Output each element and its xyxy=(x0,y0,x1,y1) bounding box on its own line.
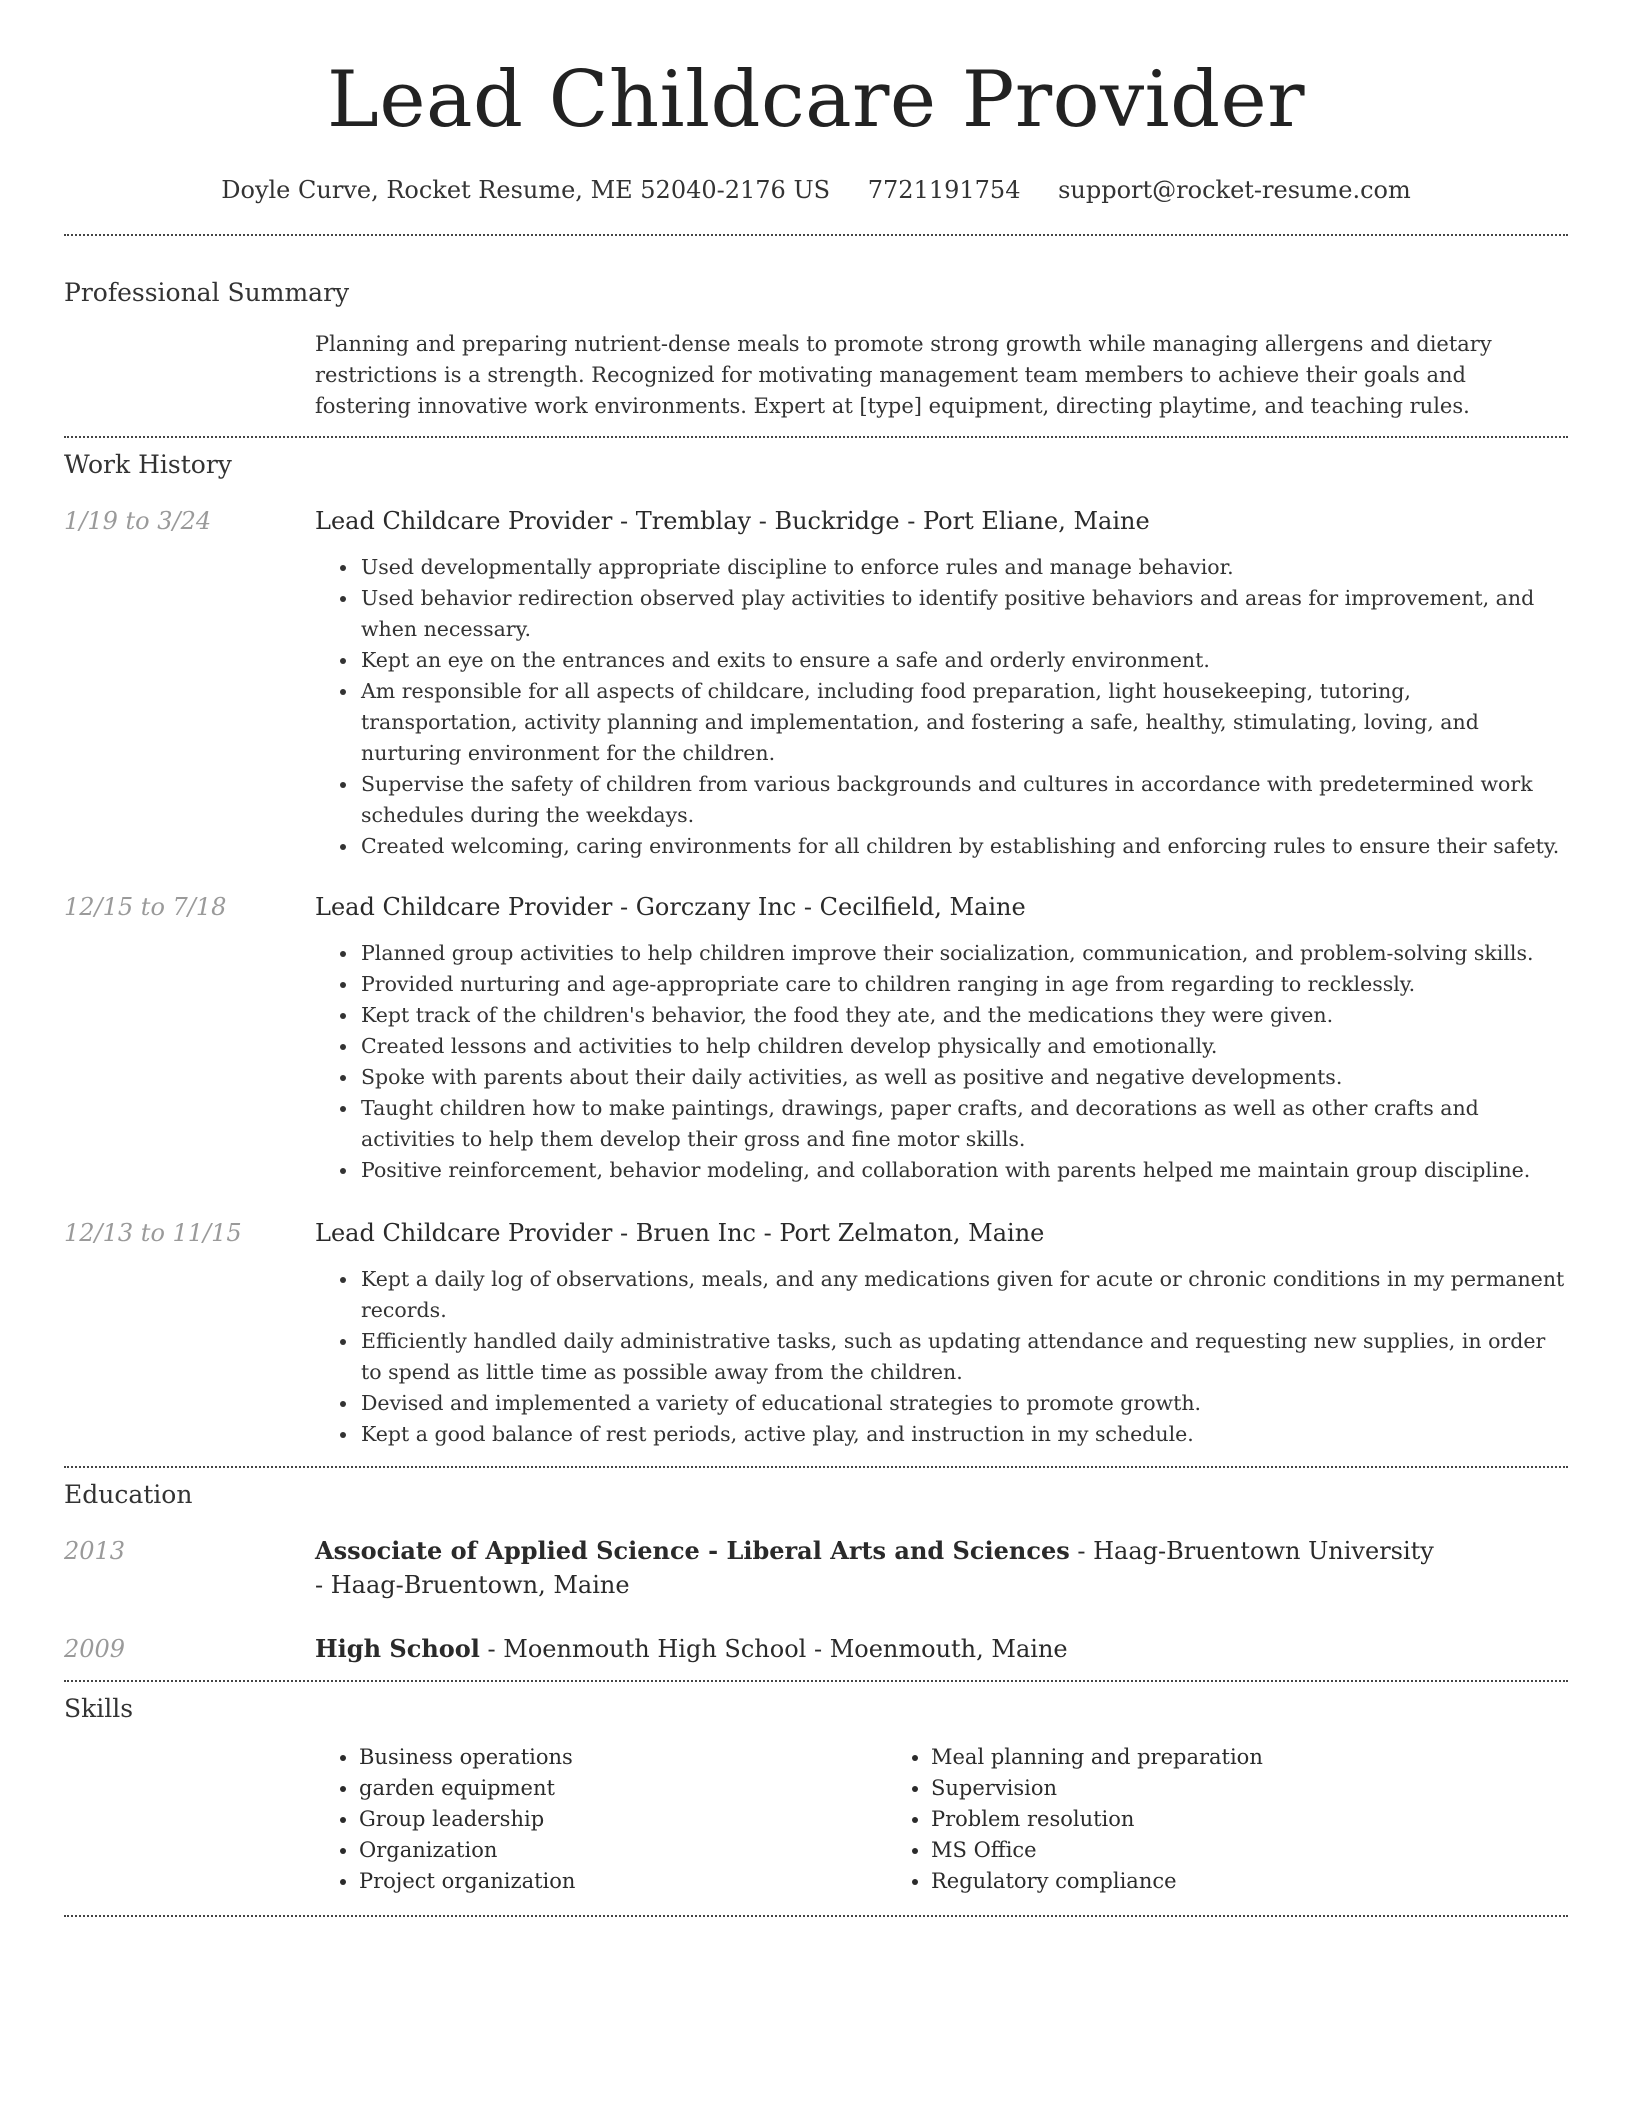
job-bullets xyxy=(64,552,1568,862)
list-item: • Used behavior redirection observed play activities to identify positive behaviors and areas for improvement, and when necessary. xyxy=(359,583,1568,645)
skill-item: • Organization xyxy=(359,1835,887,1866)
education-heading xyxy=(64,1534,1568,1602)
list-item: • Used developmentally appropriate discipline to enforce rules and manage behavior. xyxy=(359,552,1568,583)
skill-item: • Meal planning and preparation xyxy=(931,1742,1459,1773)
education-school: - Moenmouth High School - Moenmouth, Maine xyxy=(479,1635,1068,1663)
skills-column xyxy=(315,1742,887,1897)
resume-name: Lead Childcare Provider xyxy=(327,55,1305,145)
divider xyxy=(64,1915,1568,1917)
section-title-skills: Skills xyxy=(64,1694,134,1723)
list-item: • Kept an eye on the entrances and exits to ensure a safe and orderly environment. xyxy=(359,645,1568,676)
skill-item: • Project organization xyxy=(359,1866,887,1897)
job-entry xyxy=(64,890,1568,1186)
job-heading: Lead Childcare Provider - Bruen Inc - Port Zelmaton, Maine xyxy=(315,1219,1045,1247)
list-item: • Taught children how to make paintings, drawings, paper crafts, and decorations as well as other crafts and activities to help them develop their gross and fine motor skills. xyxy=(359,1093,1568,1155)
job-heading: Lead Childcare Provider - Tremblay - Buckridge - Port Eliane, Maine xyxy=(315,507,1150,535)
education-entry xyxy=(64,1632,1568,1666)
skills-column xyxy=(887,1742,1459,1897)
divider xyxy=(64,1680,1568,1682)
skill-item: • Supervision xyxy=(931,1773,1459,1804)
section-title-work-history: Work History xyxy=(64,450,232,479)
contact-phone: 7721191754 xyxy=(867,176,1021,204)
list-item: • Kept a daily log of observations, meals, and any medications given for acute or chronic conditions in my permanent records. xyxy=(359,1264,1568,1326)
education-heading xyxy=(64,1632,1568,1666)
list-item: • Spoke with parents about their daily activities, as well as positive and negative developments. xyxy=(359,1062,1568,1093)
job-entry xyxy=(64,504,1568,862)
education-entry xyxy=(64,1534,1568,1602)
list-item: • Created lessons and activities to help children develop physically and emotionally. xyxy=(359,1031,1568,1062)
section-title-education: Education xyxy=(64,1480,193,1509)
skill-item: • Regulatory compliance xyxy=(931,1866,1459,1897)
education-degree: Associate of Applied Science - Liberal Arts and Sciences xyxy=(315,1536,1070,1565)
education-year: 2009 xyxy=(64,1635,126,1663)
list-item: • Kept a good balance of rest periods, active play, and instruction in my schedule. xyxy=(359,1419,1568,1450)
job-heading: Lead Childcare Provider - Gorczany Inc - Cecilfield, Maine xyxy=(315,893,1026,921)
job-bullets xyxy=(64,1264,1568,1450)
skill-item: • Business operations xyxy=(359,1742,887,1773)
summary-text: Planning and preparing nutrient-dense meals to promote strong growth while managing allergens and dietary restrictions is a strength. Recognized for motivating management team members to achieve their goals and fostering innovative work environments. Expert at [type] equipment, directing playtime, and teaching rules. xyxy=(315,332,1492,418)
skill-item: • garden equipment xyxy=(359,1773,887,1804)
skill-item: • MS Office xyxy=(931,1835,1459,1866)
list-item: • Supervise the safety of children from various backgrounds and cultures in accordance with predetermined work schedules during the weekdays. xyxy=(359,769,1568,831)
list-item: • Kept track of the children's behavior, the food they ate, and the medications they were given. xyxy=(359,1000,1568,1031)
list-item: • Planned group activities to help children improve their socialization, communication, and problem-solving skills. xyxy=(359,938,1568,969)
list-item: • Created welcoming, caring environments for all children by establishing and enforcing rules to ensure their safety. xyxy=(359,831,1568,862)
job-bullets xyxy=(64,938,1568,1186)
skill-item: • Group leadership xyxy=(359,1804,887,1835)
list-item: • Positive reinforcement, behavior modeling, and collaboration with parents helped me maintain group discipline. xyxy=(359,1155,1568,1186)
resume-page xyxy=(64,0,1568,1917)
list-item: • Am responsible for all aspects of childcare, including food preparation, light housekeeping, tutoring, transportation, activity planning and implementation, and fostering a safe, healthy, stimulating, loving, and nurturing environment for the children. xyxy=(359,676,1568,769)
contact-line xyxy=(64,174,1568,206)
divider xyxy=(64,436,1568,438)
job-entry xyxy=(64,1216,1568,1450)
section-title-summary: Professional Summary xyxy=(64,278,350,307)
education-degree: High School xyxy=(315,1634,480,1663)
divider xyxy=(64,234,1568,236)
skills-list xyxy=(64,1742,1568,1897)
job-dates: 12/13 to 11/15 xyxy=(64,1219,242,1247)
job-dates: 1/19 to 3/24 xyxy=(64,507,212,535)
education-year: 2013 xyxy=(64,1537,126,1565)
contact-address: Doyle Curve, Rocket Resume, ME 52040-2176 US xyxy=(221,176,831,204)
contact-email: support@rocket-resume.com xyxy=(1058,176,1411,204)
skill-item: • Problem resolution xyxy=(931,1804,1459,1835)
job-dates: 12/15 to 7/18 xyxy=(64,893,227,921)
list-item: • Provided nurturing and age-appropriate care to children ranging in age from regarding to recklessly. xyxy=(359,969,1568,1000)
education-school: - Haag-Bruentown University - Haag-Bruentown, Maine xyxy=(315,1537,1434,1599)
list-item: • Efficiently handled daily administrative tasks, such as updating attendance and requesting new supplies, in order to spend as little time as possible away from the children. xyxy=(359,1326,1568,1388)
list-item: • Devised and implemented a variety of educational strategies to promote growth. xyxy=(359,1388,1568,1419)
divider xyxy=(64,1466,1568,1468)
